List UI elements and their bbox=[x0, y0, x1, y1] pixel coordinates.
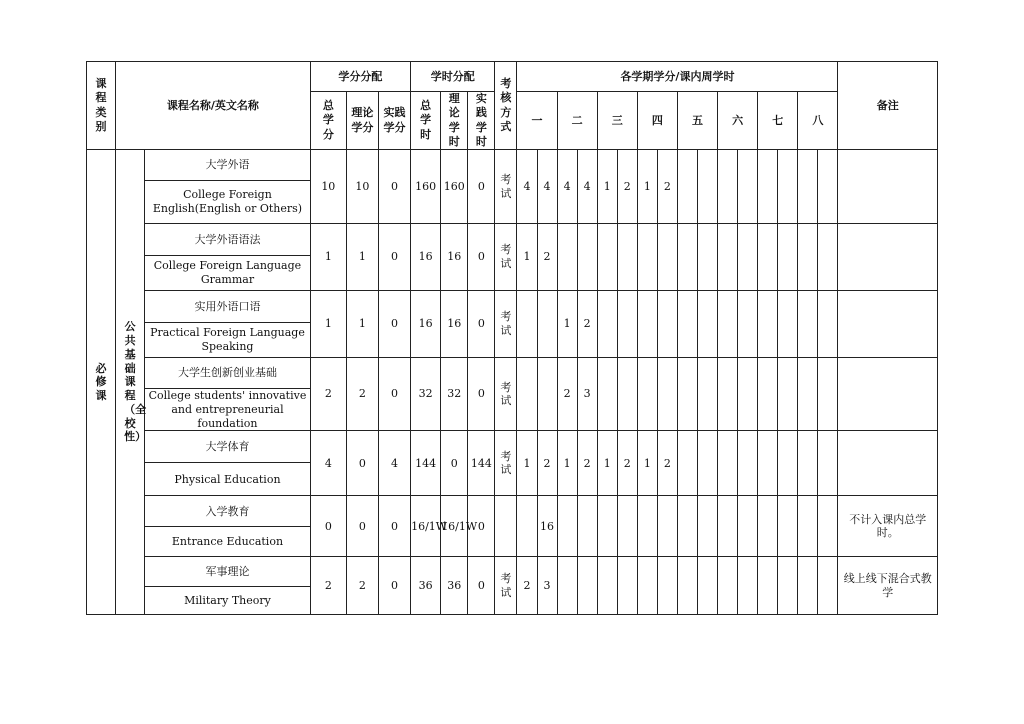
cell-semester-value: 3 bbox=[537, 557, 557, 615]
cell-hour-practice: 144 bbox=[468, 431, 495, 496]
cell-semester-value: 1 bbox=[637, 150, 657, 224]
cell-semester-value: 4 bbox=[517, 150, 537, 224]
cell-semester-value bbox=[778, 496, 798, 557]
cell-semester-value bbox=[778, 431, 798, 496]
cell-semester-value bbox=[778, 150, 798, 224]
cell-semester-value: 2 bbox=[657, 150, 677, 224]
course-name-en: College Foreign English(English or Others) bbox=[145, 181, 311, 224]
cell-semester-value bbox=[738, 557, 758, 615]
cell-hour-total: 16 bbox=[411, 224, 441, 291]
cell-hour-practice: 0 bbox=[468, 224, 495, 291]
cell-semester-value bbox=[517, 358, 537, 431]
cell-credit-theory: 0 bbox=[346, 496, 378, 557]
cell-credit-practice: 0 bbox=[378, 557, 410, 615]
cell-credit-total: 1 bbox=[310, 224, 346, 291]
cell-semester-value bbox=[738, 431, 758, 496]
header-credit-distribution: 学分分配 bbox=[310, 62, 410, 92]
cell-semester-value bbox=[798, 150, 818, 224]
cell-hour-total: 32 bbox=[411, 358, 441, 431]
cell-exam-method bbox=[495, 150, 517, 224]
course-name-cn: 大学生创新创业基础 bbox=[145, 358, 311, 389]
cell-semester-value bbox=[818, 150, 838, 224]
cell-semester-value bbox=[758, 496, 778, 557]
header-credit-practice: 实践学分 bbox=[378, 92, 410, 150]
cell-credit-theory: 0 bbox=[346, 431, 378, 496]
cell-hour-theory: 16 bbox=[441, 224, 468, 291]
cell-semester-value bbox=[778, 358, 798, 431]
cell-credit-practice: 4 bbox=[378, 431, 410, 496]
cell-semester-value bbox=[738, 496, 758, 557]
cell-credit-practice: 0 bbox=[378, 150, 410, 224]
cell-semester-value bbox=[758, 291, 778, 358]
cell-hour-total: 144 bbox=[411, 431, 441, 496]
cell-exam-method bbox=[495, 431, 517, 496]
cell-semester-value bbox=[778, 557, 798, 615]
course-row bbox=[87, 224, 938, 256]
cell-semester-value bbox=[677, 431, 697, 496]
cell-semester-value bbox=[798, 557, 818, 615]
cell-semester-value bbox=[657, 224, 677, 291]
header-row-1 bbox=[87, 62, 938, 92]
cell-semester-value bbox=[557, 557, 577, 615]
cell-semester-value bbox=[698, 150, 718, 224]
cell-semester-value: 2 bbox=[557, 358, 577, 431]
cell-semester-value bbox=[597, 224, 617, 291]
cell-hour-total: 16 bbox=[411, 291, 441, 358]
cell-semester-value: 1 bbox=[597, 431, 617, 496]
cell-semester-value bbox=[637, 224, 657, 291]
course-name-en: Military Theory bbox=[145, 587, 311, 615]
cell-credit-total: 0 bbox=[310, 496, 346, 557]
cell-semester-value bbox=[738, 291, 758, 358]
header-semester-2: 二 bbox=[557, 92, 597, 150]
cell-semester-value bbox=[657, 496, 677, 557]
cell-exam-method bbox=[495, 291, 517, 358]
course-name-cn: 大学体育 bbox=[145, 431, 311, 463]
cell-semester-value bbox=[677, 557, 697, 615]
header-hour-distribution: 学时分配 bbox=[411, 62, 495, 92]
course-row bbox=[87, 150, 938, 181]
header-semester-1: 一 bbox=[517, 92, 557, 150]
cell-credit-practice: 0 bbox=[378, 358, 410, 431]
exam-label: 考试 bbox=[500, 380, 512, 408]
cell-remarks: 不计入课内总学时。 bbox=[838, 496, 938, 557]
cell-credit-theory: 2 bbox=[346, 358, 378, 431]
cell-semester-value bbox=[637, 496, 657, 557]
cell-hour-theory: 16/1W bbox=[441, 496, 468, 557]
header-exam-method: 考核方式 bbox=[495, 62, 517, 150]
cell-remarks bbox=[838, 431, 938, 496]
cell-credit-total: 4 bbox=[310, 431, 346, 496]
cell-hour-theory: 32 bbox=[441, 358, 468, 431]
cell-credit-practice: 0 bbox=[378, 496, 410, 557]
header-semester-5: 五 bbox=[677, 92, 717, 150]
cell-remarks: 线上线下混合式教学 bbox=[838, 557, 938, 615]
cell-semester-value bbox=[718, 291, 738, 358]
cell-semester-value bbox=[597, 557, 617, 615]
category-sub bbox=[116, 150, 145, 615]
cell-semester-value bbox=[778, 224, 798, 291]
cell-semester-value bbox=[597, 496, 617, 557]
exam-label: 考试 bbox=[500, 449, 512, 477]
cell-credit-theory: 1 bbox=[346, 291, 378, 358]
cell-semester-value bbox=[698, 291, 718, 358]
course-name-en: College Foreign Language Grammar bbox=[145, 256, 311, 291]
category-main bbox=[87, 150, 116, 615]
cell-semester-value: 2 bbox=[517, 557, 537, 615]
cell-hour-practice: 0 bbox=[468, 358, 495, 431]
cell-semester-value: 4 bbox=[537, 150, 557, 224]
cell-semester-value: 1 bbox=[557, 291, 577, 358]
exam-label: 考试 bbox=[500, 243, 512, 271]
cell-semester-value bbox=[537, 291, 557, 358]
cell-semester-value bbox=[818, 358, 838, 431]
cell-semester-value: 1 bbox=[517, 224, 537, 291]
cell-semester-value bbox=[637, 291, 657, 358]
header-remarks: 备注 bbox=[838, 62, 938, 150]
header-semester-6: 六 bbox=[718, 92, 758, 150]
cell-hour-theory: 16 bbox=[441, 291, 468, 358]
cell-semester-value bbox=[677, 150, 697, 224]
cell-semester-value bbox=[617, 291, 637, 358]
cell-semester-value bbox=[718, 431, 738, 496]
cell-semester-value bbox=[818, 496, 838, 557]
cell-semester-value: 16 bbox=[537, 496, 557, 557]
cell-hour-practice: 0 bbox=[468, 291, 495, 358]
cell-credit-practice: 0 bbox=[378, 291, 410, 358]
cell-semester-value bbox=[718, 224, 738, 291]
cell-semester-value: 2 bbox=[537, 431, 557, 496]
cell-semester-value bbox=[577, 557, 597, 615]
header-category: 课程类别 bbox=[87, 62, 116, 150]
cell-credit-theory: 2 bbox=[346, 557, 378, 615]
cell-semester-value bbox=[657, 358, 677, 431]
cell-semester-value bbox=[718, 150, 738, 224]
cell-remarks bbox=[838, 291, 938, 358]
header-semester-7: 七 bbox=[758, 92, 798, 150]
cell-exam-method bbox=[495, 358, 517, 431]
cell-semester-value bbox=[798, 431, 818, 496]
cell-hour-total: 160 bbox=[411, 150, 441, 224]
cell-semester-value bbox=[818, 224, 838, 291]
exam-label: 考试 bbox=[500, 172, 512, 200]
cell-exam-method bbox=[495, 496, 517, 557]
cell-semester-value: 2 bbox=[537, 224, 557, 291]
header-hour-theory: 理论学时 bbox=[441, 92, 468, 150]
cell-semester-value bbox=[738, 358, 758, 431]
header-credit-total: 总学分 bbox=[310, 92, 346, 150]
course-name-en: College students' innovative and entrepreneurial foundation bbox=[145, 389, 311, 431]
cell-credit-total: 2 bbox=[310, 358, 346, 431]
cell-semester-value bbox=[537, 358, 557, 431]
cell-hour-total: 36 bbox=[411, 557, 441, 615]
cell-semester-value bbox=[778, 291, 798, 358]
cell-semester-value bbox=[738, 224, 758, 291]
curriculum-table bbox=[86, 61, 938, 615]
cell-semester-value bbox=[698, 557, 718, 615]
cell-semester-value: 1 bbox=[597, 150, 617, 224]
cell-semester-value bbox=[738, 150, 758, 224]
cell-hour-practice: 0 bbox=[468, 557, 495, 615]
course-row bbox=[87, 431, 938, 463]
exam-label: 考试 bbox=[500, 310, 512, 338]
cell-semester-value bbox=[718, 358, 738, 431]
cell-semester-value bbox=[718, 557, 738, 615]
course-name-en: Entrance Education bbox=[145, 527, 311, 557]
cell-semester-value: 4 bbox=[577, 150, 597, 224]
cell-exam-method bbox=[495, 557, 517, 615]
cell-semester-value bbox=[758, 557, 778, 615]
cell-semester-value: 2 bbox=[617, 150, 637, 224]
cell-semester-value bbox=[758, 358, 778, 431]
cell-semester-value bbox=[758, 150, 778, 224]
cell-semester-value bbox=[517, 291, 537, 358]
cell-semester-value bbox=[758, 431, 778, 496]
course-name-cn: 大学外语语法 bbox=[145, 224, 311, 256]
cell-semester-value bbox=[818, 557, 838, 615]
cell-semester-value: 2 bbox=[617, 431, 637, 496]
cell-semester-value bbox=[677, 496, 697, 557]
header-semester-8: 八 bbox=[798, 92, 838, 150]
cell-semester-value: 2 bbox=[577, 431, 597, 496]
course-name-cn: 实用外语口语 bbox=[145, 291, 311, 323]
header-semester-4: 四 bbox=[637, 92, 677, 150]
cell-semester-value bbox=[597, 291, 617, 358]
cell-semester-value bbox=[718, 496, 738, 557]
cell-semester-value: 1 bbox=[557, 431, 577, 496]
course-row bbox=[87, 557, 938, 587]
header-semester-3: 三 bbox=[597, 92, 637, 150]
cell-semester-value bbox=[677, 224, 697, 291]
cell-semester-value bbox=[617, 557, 637, 615]
course-row bbox=[87, 496, 938, 527]
cell-semester-value bbox=[577, 496, 597, 557]
cell-semester-value bbox=[798, 358, 818, 431]
cell-remarks bbox=[838, 224, 938, 291]
cell-hour-theory: 160 bbox=[441, 150, 468, 224]
cell-semester-value bbox=[657, 291, 677, 358]
cell-hour-theory: 36 bbox=[441, 557, 468, 615]
course-name-cn: 入学教育 bbox=[145, 496, 311, 527]
cell-semester-value bbox=[698, 496, 718, 557]
cell-credit-total: 10 bbox=[310, 150, 346, 224]
cell-hour-practice: 0 bbox=[468, 496, 495, 557]
cell-exam-method bbox=[495, 224, 517, 291]
cell-semester-value bbox=[657, 557, 677, 615]
header-hour-practice: 实践学时 bbox=[468, 92, 495, 150]
cell-hour-theory: 0 bbox=[441, 431, 468, 496]
course-name-en: Practical Foreign Language Speaking bbox=[145, 323, 311, 358]
course-name-cn: 军事理论 bbox=[145, 557, 311, 587]
cell-semester-value bbox=[557, 496, 577, 557]
cell-credit-theory: 10 bbox=[346, 150, 378, 224]
cell-semester-value: 2 bbox=[577, 291, 597, 358]
course-name-en: Physical Education bbox=[145, 463, 311, 496]
cell-semester-value bbox=[637, 557, 657, 615]
cell-semester-value: 3 bbox=[577, 358, 597, 431]
cell-credit-total: 2 bbox=[310, 557, 346, 615]
cell-semester-value bbox=[557, 224, 577, 291]
cell-semester-value bbox=[677, 291, 697, 358]
cell-semester-value bbox=[798, 224, 818, 291]
cell-semester-value bbox=[758, 224, 778, 291]
cell-semester-value bbox=[698, 224, 718, 291]
cell-semester-value bbox=[577, 224, 597, 291]
cell-credit-practice: 0 bbox=[378, 224, 410, 291]
cell-remarks bbox=[838, 150, 938, 224]
cell-semester-value: 1 bbox=[517, 431, 537, 496]
cell-semester-value bbox=[617, 496, 637, 557]
header-hour-total: 总学时 bbox=[411, 92, 441, 150]
cell-hour-practice: 0 bbox=[468, 150, 495, 224]
cell-semester-value bbox=[597, 358, 617, 431]
cell-semester-value bbox=[818, 431, 838, 496]
header-credit-theory: 理论学分 bbox=[346, 92, 378, 150]
table-body bbox=[87, 62, 938, 615]
cell-remarks bbox=[838, 358, 938, 431]
cell-semester-value bbox=[798, 496, 818, 557]
category-sub-label: 公共基础课程（全校性） bbox=[124, 320, 147, 444]
cell-credit-theory: 1 bbox=[346, 224, 378, 291]
course-row bbox=[87, 358, 938, 389]
cell-semester-value bbox=[617, 224, 637, 291]
course-row bbox=[87, 291, 938, 323]
header-course-name: 课程名称/英文名称 bbox=[116, 62, 311, 150]
cell-semester-value bbox=[818, 291, 838, 358]
cell-semester-value: 4 bbox=[557, 150, 577, 224]
course-name-cn: 大学外语 bbox=[145, 150, 311, 181]
exam-label: 考试 bbox=[500, 572, 512, 599]
cell-semester-value bbox=[698, 431, 718, 496]
cell-semester-value bbox=[698, 358, 718, 431]
header-semesters: 各学期学分/课内周学时 bbox=[517, 62, 838, 92]
cell-semester-value bbox=[617, 358, 637, 431]
category-main-label: 必修课 bbox=[95, 361, 107, 403]
cell-credit-total: 1 bbox=[310, 291, 346, 358]
cell-semester-value bbox=[637, 358, 657, 431]
cell-semester-value bbox=[517, 496, 537, 557]
cell-semester-value: 2 bbox=[657, 431, 677, 496]
cell-hour-total: 16/1W bbox=[411, 496, 441, 557]
cell-semester-value bbox=[677, 358, 697, 431]
cell-semester-value bbox=[798, 291, 818, 358]
cell-semester-value: 1 bbox=[637, 431, 657, 496]
